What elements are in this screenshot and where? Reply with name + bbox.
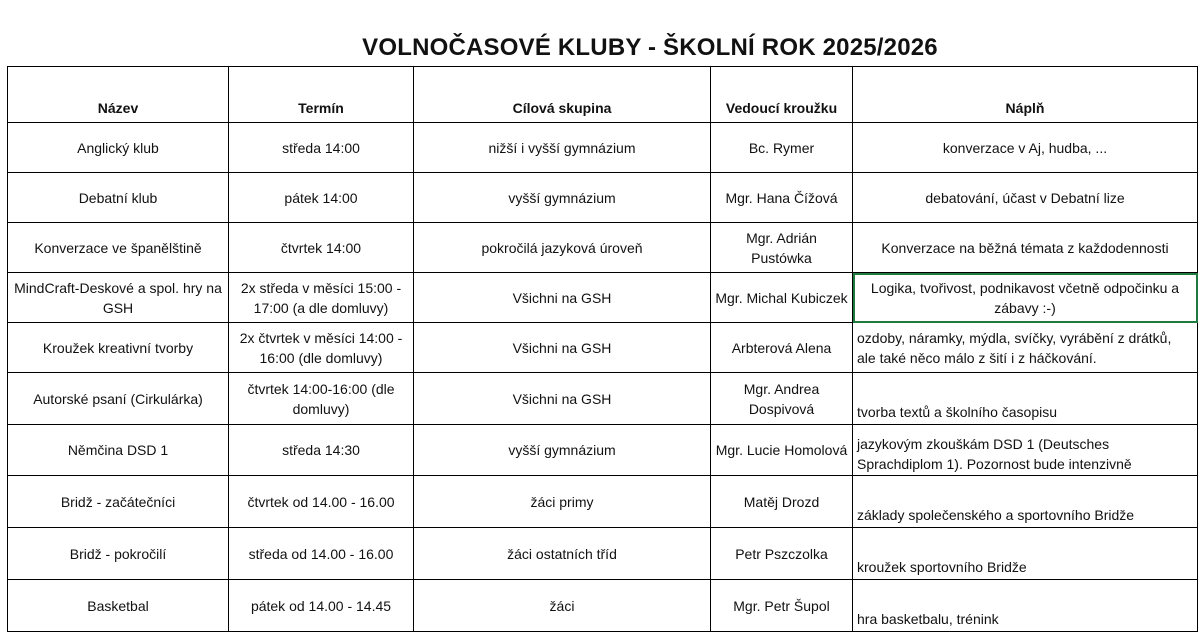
cell-vedouci[interactable]: Mgr. Lucie Homolová xyxy=(711,425,853,476)
cell-vedouci[interactable]: Petr Pszczolka xyxy=(711,528,853,580)
cell-vedouci[interactable]: Matěj Drozd xyxy=(711,476,853,528)
cell-nazev[interactable]: Basketbal xyxy=(8,580,229,632)
cell-napln[interactable]: debatování, účast v Debatní lize xyxy=(853,173,1198,223)
cell-napln[interactable]: kroužek sportovního Bridže xyxy=(853,528,1198,580)
table-row xyxy=(8,273,1198,323)
cell-termin[interactable]: pátek 14:00 xyxy=(229,173,414,223)
cell-vedouci[interactable]: Bc. Rymer xyxy=(711,123,853,173)
cell-skupina[interactable]: Všichni na GSH xyxy=(414,273,711,323)
cell-vedouci[interactable]: Mgr. Petr Šupol xyxy=(711,580,853,632)
cell-skupina[interactable]: žáci xyxy=(414,580,711,632)
cell-nazev[interactable]: Anglický klub xyxy=(8,123,229,173)
header-skupina: Cílová skupina xyxy=(414,67,711,123)
header-row xyxy=(8,67,1198,123)
table-row xyxy=(8,373,1198,425)
cell-napln-selected[interactable]: Logika, tvořivost, podnikavost včetně odpočinku a zábavy :-) xyxy=(853,273,1198,323)
cell-vedouci[interactable]: Mgr. Adrián Pustówka xyxy=(711,223,853,273)
table-row xyxy=(8,580,1198,632)
cell-napln[interactable]: základy společenského a sportovního Bridže xyxy=(853,476,1198,528)
cell-nazev[interactable]: Bridž - začátečníci xyxy=(8,476,229,528)
table-row xyxy=(8,476,1198,528)
cell-termin[interactable]: čtvrtek od 14.00 - 16.00 xyxy=(229,476,414,528)
cell-nazev[interactable]: Konverzace ve španělštině xyxy=(8,223,229,273)
cell-napln[interactable]: konverzace v Aj, hudba, ... xyxy=(853,123,1198,173)
cell-vedouci[interactable]: Arbterová Alena xyxy=(711,323,853,373)
clubs-table xyxy=(7,66,1198,632)
cell-vedouci[interactable]: Mgr. Michal Kubiczek xyxy=(711,273,853,323)
cell-nazev[interactable]: Debatní klub xyxy=(8,173,229,223)
cell-termin[interactable]: čtvrtek 14:00-16:00 (dle domluvy) xyxy=(229,373,414,425)
cell-nazev[interactable]: Bridž - pokročilí xyxy=(8,528,229,580)
cell-termin[interactable]: pátek od 14.00 - 14.45 xyxy=(229,580,414,632)
table-row xyxy=(8,173,1198,223)
table-row xyxy=(8,323,1198,373)
header-nazev: Název xyxy=(8,67,229,123)
table-row xyxy=(8,528,1198,580)
cell-vedouci[interactable]: Mgr. Andrea Dospivová xyxy=(711,373,853,425)
header-napln: Náplň xyxy=(853,67,1198,123)
cell-skupina[interactable]: vyšší gymnázium xyxy=(414,425,711,476)
cell-napln[interactable]: hra basketbalu, trénink xyxy=(853,580,1198,632)
table-row xyxy=(8,223,1198,273)
cell-nazev[interactable]: MindCraft-Deskové a spol. hry na GSH xyxy=(8,273,229,323)
cell-termin[interactable]: 2x středa v měsíci 15:00 - 17:00 (a dle domluvy) xyxy=(229,273,414,323)
table-row xyxy=(8,425,1198,476)
cell-nazev[interactable]: Kroužek kreativní tvorby xyxy=(8,323,229,373)
cell-termin[interactable]: středa 14:00 xyxy=(229,123,414,173)
cell-skupina[interactable]: pokročilá jazyková úroveň xyxy=(414,223,711,273)
cell-skupina[interactable]: Všichni na GSH xyxy=(414,373,711,425)
cell-skupina[interactable]: Všichni na GSH xyxy=(414,323,711,373)
cell-napln[interactable]: Konverzace na běžná témata z každodennosti xyxy=(853,223,1198,273)
cell-skupina[interactable]: vyšší gymnázium xyxy=(414,173,711,223)
cell-napln[interactable]: jazykovým zkouškám DSD 1 (Deutsches Sprachdiplom 1). Pozornost bude intenzivně xyxy=(853,425,1198,476)
header-vedouci: Vedoucí kroužku xyxy=(711,67,853,123)
cell-nazev[interactable]: Němčina DSD 1 xyxy=(8,425,229,476)
cell-termin[interactable]: středa od 14.00 - 16.00 xyxy=(229,528,414,580)
cell-skupina[interactable]: žáci ostatních tříd xyxy=(414,528,711,580)
cell-skupina[interactable]: žáci primy xyxy=(414,476,711,528)
page-title: VOLNOČASOVÉ KLUBY - ŠKOLNÍ ROK 2025/2026 xyxy=(362,34,938,61)
cell-nazev[interactable]: Autorské psaní (Cirkulárka) xyxy=(8,373,229,425)
cell-napln[interactable]: tvorba textů a školního časopisu xyxy=(853,373,1198,425)
cell-termin[interactable]: středa 14:30 xyxy=(229,425,414,476)
cell-skupina[interactable]: nižší i vyšší gymnázium xyxy=(414,123,711,173)
table-row xyxy=(8,123,1198,173)
cell-termin[interactable]: 2x čtvrtek v měsíci 14:00 - 16:00 (dle domluvy) xyxy=(229,323,414,373)
cell-termin[interactable]: čtvrtek 14:00 xyxy=(229,223,414,273)
cell-napln[interactable]: ozdoby, náramky, mýdla, svíčky, vyrábění z drátků, ale také něco málo z šití i z háčkování. xyxy=(853,323,1198,373)
header-termin: Termín xyxy=(229,67,414,123)
cell-vedouci[interactable]: Mgr. Hana Čížová xyxy=(711,173,853,223)
